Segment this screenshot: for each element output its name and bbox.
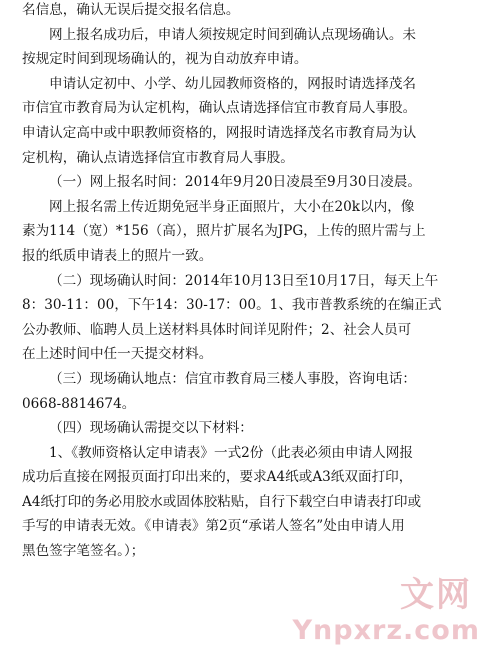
text-line-22: 手写的申请表无效。《申请表》第2页“承诺人签名”处由申请人用 — [22, 518, 405, 535]
text-line-19: 1、《教师资格认定申请表》一式2份（此表必须由申请人网报 — [49, 444, 413, 461]
text-line-9: 网上报名需上传近期免冠半身正面照片，大小在20k以内，像 — [49, 198, 415, 215]
text-line-4: 申请认定初中、小学、幼儿园教师资格的，网报时请选择茂名 — [49, 75, 417, 92]
watermark-top-text: 文网 — [400, 575, 472, 615]
text-line-15: 在上述时间中任一天提交材料。 — [22, 346, 213, 363]
text-line-7: 定机构，确认点请选择信宜市教育局人事股。 — [22, 149, 294, 166]
text-line-14: 公办教师、临聘人员上送材料具体时间详见附件；2、社会人员可 — [22, 321, 412, 338]
text-line-10: 素为114（宽）*156（高），照片扩展名为JPG，上传的照片需与上 — [22, 223, 426, 240]
text-line-1: 名信息，确认无误后提交报名信息。 — [22, 2, 240, 18]
watermark-url-text: Ynpxrz.com — [292, 615, 480, 646]
text-line-13: 8：30-11：00，下午14：30-17：00。1、我市普教系统的在编正式 — [22, 297, 442, 314]
site-watermark — [292, 575, 482, 646]
document-body — [22, 0, 468, 564]
text-line-18: （四）现场确认需提交以下材料： — [49, 420, 253, 437]
text-line-3: 按规定时间到现场确认的，视为自动放弃申请。 — [22, 51, 308, 68]
text-line-20: 成功后直接在网报页面打印出来的，要求A4纸或A3纸双面打印， — [22, 469, 413, 486]
text-line-11: 报的纸质申请表上的照片一致。 — [22, 247, 213, 264]
text-line-6: 申请认定高中或中职教师资格的，网报时请选择茂名市教育局为认 — [22, 124, 417, 141]
text-line-8: （一）网上报名时间：2014年9月20日凌晨至9月30日凌晨。 — [49, 174, 421, 191]
text-line-5: 市信宜市教育局为认定机构，确认点请选择信宜市教育局人事股。 — [22, 100, 417, 117]
text-line-17: 0668-8814674。 — [22, 395, 136, 412]
text-line-23: 黑色签字笔签名。）； — [22, 543, 145, 560]
text-line-2: 网上报名成功后，申请人须按规定时间到确认点现场确认。未 — [49, 26, 417, 43]
text-line-12: （二）现场确认时间：2014年10月13日至10月17日，每天上午 — [49, 272, 439, 289]
text-line-16: （三）现场确认地点：信宜市教育局三楼人事股，咨询电话： — [49, 370, 417, 387]
text-line-21: A4纸打印的务必用胶水或固体胶粘贴，自行下载空白申请表打印或 — [22, 493, 422, 510]
